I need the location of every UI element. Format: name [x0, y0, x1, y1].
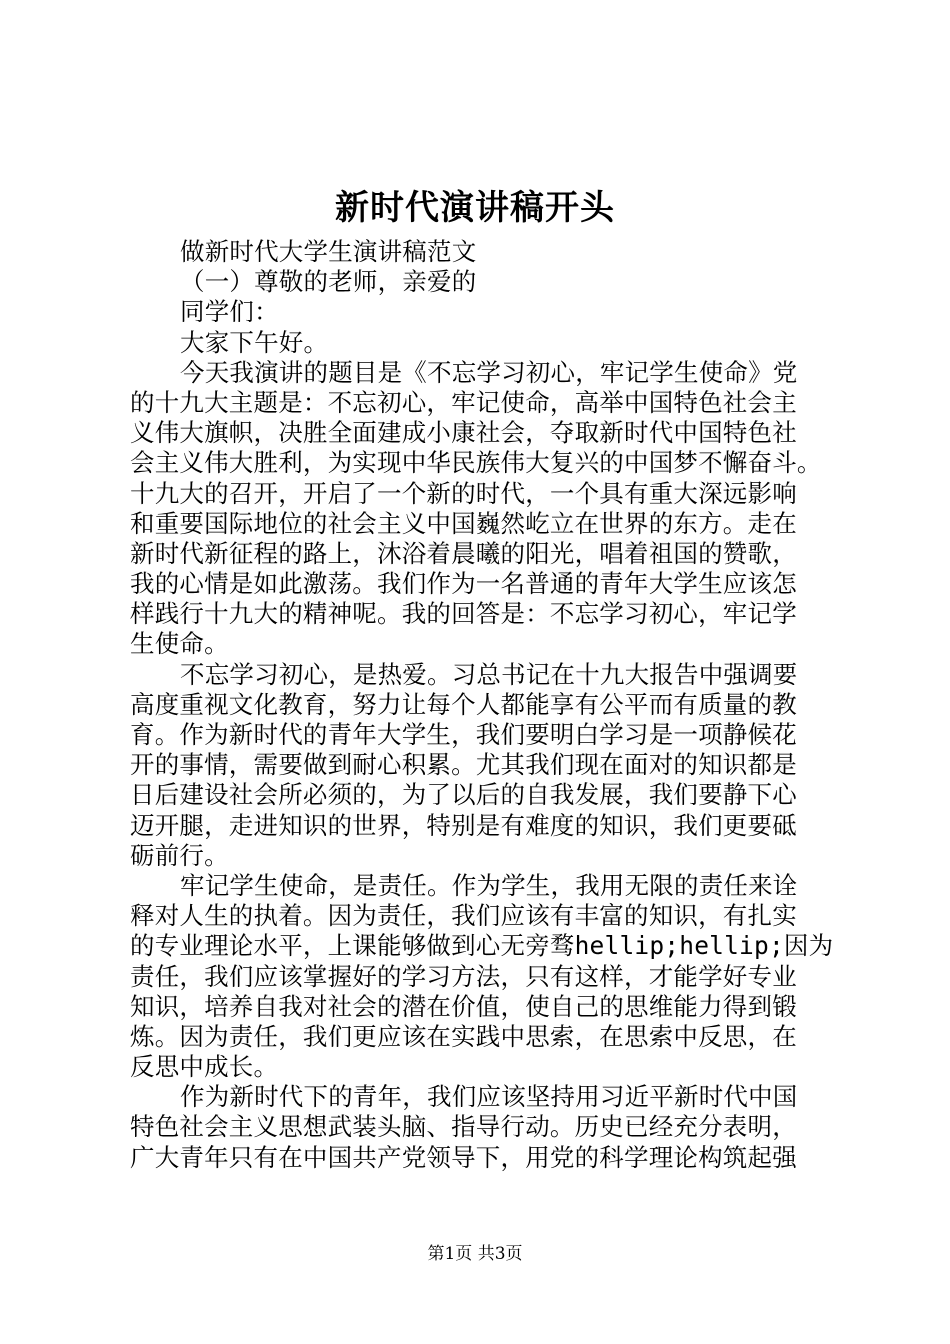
body-line: 牢记学生使命，是责任。作为学生，我用无限的责任来诠 [180, 870, 798, 900]
body-line: 义伟大旗帜，决胜全面建成小康社会，夺取新时代中国特色社 [130, 418, 797, 448]
body-line: （一）尊敬的老师，亲爱的 [180, 267, 477, 297]
body-line: 开的事情，需要做到耐心积累。尤其我们现在面对的知识都是 [130, 750, 797, 780]
body-line: 不忘学习初心，是热爱。习总书记在十九大报告中强调要 [180, 659, 798, 689]
document-title: 新时代演讲稿开头 [335, 188, 615, 228]
body-line: 生使命。 [130, 629, 229, 659]
body-line: 砺前行。 [130, 840, 229, 870]
body-line: 新时代新征程的路上，沐浴着晨曦的阳光，唱着祖国的赞歌， [130, 538, 797, 568]
body-line: 广大青年只有在中国共产党领导下，用党的科学理论构筑起强 [130, 1142, 797, 1172]
body-line: 炼。因为责任，我们更应该在实践中思索，在思索中反思，在 [130, 1021, 797, 1051]
body-line: 特色社会主义思想武装头脑、指导行动。历史已经充分表明， [130, 1112, 797, 1142]
body-line: 反思中成长。 [130, 1052, 279, 1082]
document-body [130, 237, 834, 1173]
body-line: 知识，培养自我对社会的潜在价值，使自己的思维能力得到锻 [130, 991, 797, 1021]
body-line: 日后建设社会所必须的，为了以后的自我发展，我们要静下心 [130, 780, 797, 810]
body-line: 和重要国际地位的社会主义中国巍然屹立在世界的东方。走在 [130, 508, 797, 538]
body-line: 育。作为新时代的青年大学生，我们要明白学习是一项静候花 [130, 720, 797, 749]
page-footer: 第1页 共3页 [427, 1244, 523, 1264]
body-line: 释对人生的执着。因为责任，我们应该有丰富的知识，有扎实 [130, 901, 797, 931]
body-line: 迈开腿，走进知识的世界，特别是有难度的知识，我们更要砥 [130, 810, 797, 840]
body-line: 样践行十九大的精神呢。我的回答是：不忘学习初心，牢记学 [130, 599, 797, 629]
body-line: 的十九大主题是：不忘初心，牢记使命，高举中国特色社会主 [130, 387, 797, 417]
body-line: 做新时代大学生演讲稿范文 [180, 237, 477, 266]
body-line: 同学们： [180, 297, 279, 327]
body-line: 十九大的召开，开启了一个新的时代，一个具有重大深远影响 [130, 478, 797, 508]
body-line: 大家下午好。 [180, 327, 329, 357]
body-line: 我的心情是如此激荡。我们作为一名普通的青年大学生应该怎 [130, 569, 797, 599]
body-line: 作为新时代下的青年，我们应该坚持用习近平新时代中国 [180, 1082, 798, 1112]
body-line: 会主义伟大胜利，为实现中华民族伟大复兴的中国梦不懈奋斗。 [130, 448, 822, 478]
body-line: 责任，我们应该掌握好的学习方法，只有这样，才能学好专业 [130, 961, 797, 991]
body-line: 今天我演讲的题目是《不忘学习初心，牢记学生使命》党 [180, 357, 798, 387]
body-line: 高度重视文化教育，努力让每个人都能享有公平而有质量的教 [130, 689, 797, 719]
body-line: 的专业理论水平，上课能够做到心无旁骛hellip;hellip;因为 [130, 931, 834, 961]
